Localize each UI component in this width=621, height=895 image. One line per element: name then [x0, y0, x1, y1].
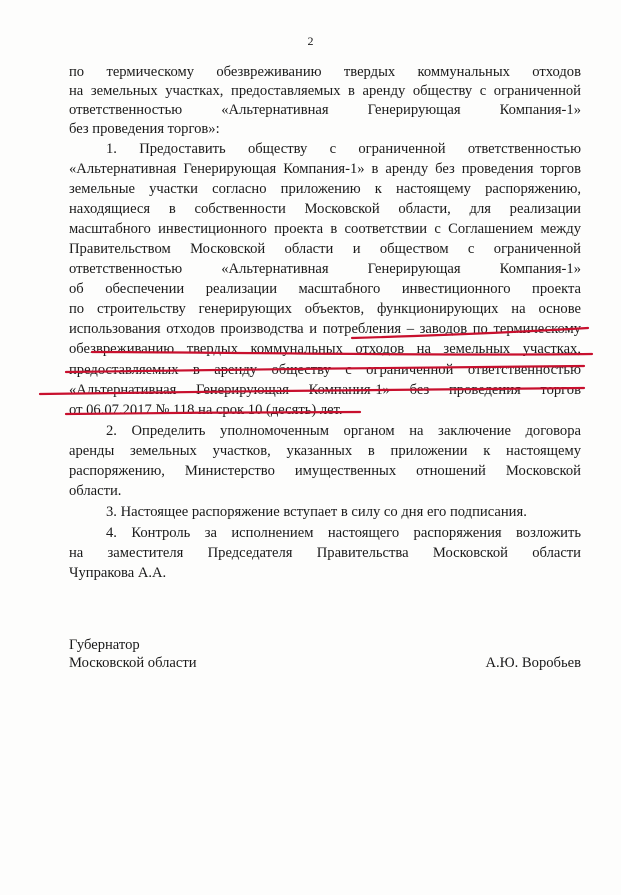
item-1-line-14: от 06.07.2017 № 118 на срок 10 (десять) лет.	[69, 402, 343, 418]
item-1-line-5: масштабного инвестиционного проекта в соответствии с Соглашением между	[69, 221, 581, 237]
item-1-line-12: предоставляемых в аренду обществу с ограниченной ответственностью	[69, 362, 581, 378]
item-1-line-10: использования отходов производства и потребления – заводов по термическому	[69, 321, 581, 337]
item-2-line-2: аренды земельных участков, указанных в приложении к настоящему	[69, 443, 581, 459]
item-1-line-11: обезвреживанию твердых коммунальных отходов на земельных участках,	[69, 341, 581, 357]
signatory-position-line-1: Губернатор	[69, 637, 140, 653]
page-number: 2	[307, 34, 314, 48]
intro-line-3: ответственностью «Альтернативная Генерирующая Компания-1»	[69, 102, 581, 118]
item-1-line-1: 1. Предоставить обществу с ограниченной ответственностью	[106, 141, 581, 157]
intro-line-4: без проведения торгов»:	[69, 121, 220, 137]
signatory-position-line-2: Московской области	[69, 655, 197, 671]
item-1-line-2: «Альтернативная Генерирующая Компания-1» в аренду без проведения торгов	[69, 161, 581, 177]
item-2-line-1: 2. Определить уполномоченным органом на заключение договора	[106, 423, 581, 439]
item-1-line-7: ответственностью «Альтернативная Генерирующая Компания-1»	[69, 261, 581, 277]
item-1-line-13: «Альтернативная Генерирующая Компания-1» без проведения торгов	[69, 382, 581, 398]
item-1-line-6: Правительством Московской области и обществом с ограниченной	[69, 241, 581, 257]
item-3-line-1: 3. Настоящее распоряжение вступает в силу со дня его подписания.	[106, 504, 527, 520]
item-1-line-4: находящиеся в собственности Московской области, для реализации	[69, 201, 581, 217]
item-4-line-2: на заместителя Председателя Правительства Московской области	[69, 545, 581, 561]
item-1-line-3: земельные участки согласно приложению к настоящему распоряжению,	[69, 181, 581, 197]
item-4-line-3: Чупракова А.А.	[69, 565, 167, 581]
item-4-line-1: 4. Контроль за исполнением настоящего распоряжения возложить	[106, 525, 581, 541]
intro-line-1: по термическому обезвреживанию твердых коммунальных отходов	[69, 64, 581, 80]
item-1-line-8: об обеспечении реализации масштабного инвестиционного проекта	[69, 281, 581, 297]
item-1-line-9: по строительству генерирующих объектов, функционирующих на основе	[69, 301, 581, 317]
item-2-line-4: области.	[69, 483, 122, 499]
item-2-line-3: распоряжению, Министерство имущественных отношений Московской	[69, 463, 581, 479]
intro-line-2: на земельных участках, предоставляемых в аренду обществу с ограниченной	[69, 83, 581, 99]
signatory-name: А.Ю. Воробьев	[485, 655, 581, 671]
